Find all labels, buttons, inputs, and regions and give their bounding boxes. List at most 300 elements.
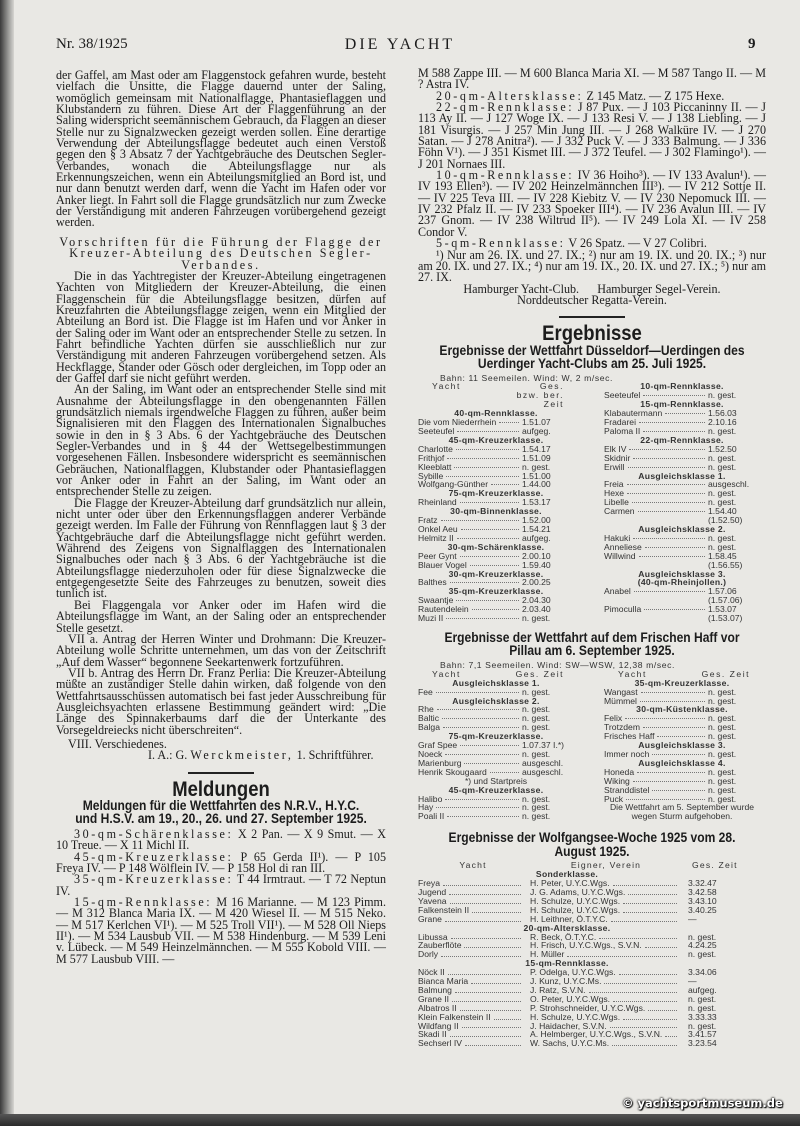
signature-prefix: I. A.: G. — [148, 748, 188, 763]
result-time: ausgeschl. — [708, 479, 750, 490]
clubs-line-1: Hamburger Yacht-Club. Hamburger Segel-Verein. — [463, 281, 721, 296]
entry-text: M 16 Marianne. — M 123 Pimm. — M 312 Blanca Maria IX. — M 420 Wiesel II. — M 515 Neko. — M 517 Kerlchen VI¹). — M 525 Troll VII¹). — M 528 Oll Nieps II¹). — M 534 Lausbub VII. — M 538 Hindenburg. — M 539 Leni v. Lübeck. — M 549 Heinzelmännchen. — M 555 Kobold VIII. — M 577 Lausbub VIII. — — [56, 895, 386, 966]
result-time: 3.34.06 — [688, 967, 717, 978]
result-time: n. gest. — [708, 497, 737, 508]
dot-leader — [633, 781, 705, 782]
class-heading: 35-qm-Kreuzerklasse. — [634, 677, 730, 688]
dot-leader — [589, 984, 677, 993]
yacht-name: Rheinland — [418, 497, 457, 508]
entries-list — [56, 826, 386, 966]
owner-club: P. Strohschneider, U.Y.C.Wgs. — [530, 1002, 646, 1013]
result-time: — — [688, 976, 697, 987]
result-time: n. gest. — [688, 1020, 717, 1031]
entry-text: T 44 Irmtraut. — T 72 Neptun IV. — [56, 872, 386, 898]
paragraph: Die in das Yachtregister der Kreuzer-Abteilung eingetragenen Yachten von Mitgliedern der Kreuzer-Abteilung, die einen Flaggenschein für die Abteilungsflagge besitzen, dürfen auf Kreuzfahrten die Abteilungsflagge zeigen, wenn ein Mitglied der Abteilung an Bord ist. Die Flagge ist im Hafen und vor Anker in der Saling oder im Want oder an entsprechender Stelle zu setzen. In Fahrt befindliche Yachten dürfen sie ausschließlich nur zur Verständigung mit anderen Fahrzeugen vorübergehend setzen. Als Heckflagge, Stander oder Gösch oder dergleichen, im Topp oder an der Gaffel darf sie nicht geführt werden. — [56, 268, 386, 385]
course-info: Bahn: 7,1 Seemeilen. Wind: SW—WSW, 12,38 m/sec. — [440, 659, 676, 670]
yacht-name: Anneliese — [604, 541, 642, 552]
result-time: — — [688, 913, 697, 924]
paragraph: An der Saling, im Want oder an entsprechender Stelle sind mit Ausnahme der Abteilungsflagge in den obengenannten Fällen grundsätzlich niemals irgendwelche Flaggen zu führen, außer beim Signalisieren mit den Flaggen des Internationalen Signalbuches sowie in den in § 3 Abs. 6 der Yachtgebräuche des Deutschen Segler-Verbandes und in § 44 der Wettsegelbestimmungen vorgesehenen Fällen. Insbesondere widerspricht es seemännischen Gebräuchen, Nationalflaggen, Klubstander oder Phantasieflaggen vor Anker oder in Fahrt an der Saling, im Want oder an entsprechender Stelle zu zeigen. — [56, 382, 386, 499]
result-row — [418, 705, 574, 714]
yacht-name: Puck — [604, 793, 624, 804]
class-entry — [56, 849, 386, 875]
owner-club: H. Peter, U.Y.C.Wgs. — [530, 878, 610, 889]
yacht-name: Erwill — [604, 461, 625, 472]
yacht-name: Paloma II — [604, 426, 641, 436]
corrected-time: (1.53.07) — [708, 613, 743, 624]
dot-leader — [645, 939, 677, 948]
result-time: 2.03.40 — [522, 604, 551, 615]
yacht-name: Falkenstein II — [418, 904, 470, 915]
result-time: 1.57.06 — [708, 586, 737, 597]
yacht-name: Libelle — [604, 497, 629, 508]
dot-leader — [645, 547, 705, 548]
yacht-name: Henrik Skougaard — [418, 766, 487, 777]
yacht-name: Fradarei — [604, 417, 636, 428]
class-heading: 75-qm-Kreuzerklasse. — [448, 488, 544, 499]
result-time: ausgeschl. — [522, 757, 564, 768]
result-time: 4.24.25 — [688, 940, 717, 951]
result-time: n. gest. — [522, 613, 551, 624]
ergebnisse-title: Ergebnisse — [542, 322, 642, 346]
dot-leader — [449, 886, 521, 895]
yacht-name: Honeda — [604, 766, 635, 777]
yacht-cell — [418, 915, 524, 924]
dot-leader — [611, 913, 677, 922]
result-time: 1.54.21 — [522, 523, 551, 534]
header-time: Ges. Zeit — [692, 860, 738, 871]
result-time: n. gest. — [708, 452, 737, 463]
yacht-name: Wolfgang-Günther — [418, 479, 489, 490]
yacht-name: Dorly — [418, 949, 439, 960]
result-time: 1.51.09 — [522, 452, 551, 463]
issue-number: Nr. 38/1925 — [56, 36, 128, 52]
yacht-name: Graf Spee — [418, 740, 458, 751]
yacht-name: Baltic — [418, 713, 440, 724]
result-row — [418, 812, 574, 821]
entry-text: Z 145 Matz. — Z 175 Hexe. — [586, 88, 725, 103]
class-entry — [418, 170, 766, 238]
dot-leader — [491, 484, 519, 485]
result-time: n. gest. — [708, 793, 737, 804]
result-time: n. gest. — [522, 793, 551, 804]
dot-leader — [448, 966, 521, 975]
dot-leader — [464, 763, 519, 764]
result-time: n. gest. — [522, 811, 551, 822]
owner-club: H. Schulze, U.Y.C.Wgs. — [530, 1011, 621, 1022]
dot-leader — [460, 556, 519, 557]
yacht-name: Balga — [418, 722, 440, 733]
class-heading: Ausgleichsklasse 4. — [638, 757, 726, 768]
yacht-name: Pimoculla — [604, 604, 642, 615]
result-time: 1.54.17 — [522, 443, 551, 454]
dot-leader — [494, 1011, 521, 1020]
corrected-time: (1.57.06) — [708, 595, 743, 606]
result-time: n. gest. — [708, 532, 737, 543]
result-time: 1.52.00 — [522, 515, 551, 526]
corrected-time: (1.52.50) — [708, 515, 743, 526]
dot-leader — [464, 939, 521, 948]
yacht-name: Helmitz II — [418, 532, 454, 543]
dot-leader — [633, 458, 705, 459]
yacht-name: Poali II — [418, 811, 445, 822]
signature-name: Werckmeister, — [190, 748, 294, 763]
yacht-name: Sechserl IV — [418, 1038, 462, 1049]
yacht-name: Hexe — [604, 488, 625, 499]
owner-club: J. Ratz, S.V.N. — [530, 984, 586, 995]
result-time: n. gest. — [708, 488, 737, 499]
meldungen-subtitle: Meldungen für die Wettfahrten des N.R.V., H.Y.C. und H.S.V. am 19., 20., 26. und 27. September 1925. — [75, 797, 367, 827]
page-binding-edge — [0, 0, 14, 1126]
result-time: 1.44.00 — [522, 479, 551, 490]
class-heading: Ausgleichsklasse 1. — [452, 677, 540, 688]
yacht-name: Peer Gynt — [418, 550, 457, 561]
owner-club: A. Helmberger, U.Y.C.Wgs., S.V.N. — [530, 1029, 663, 1040]
dot-leader — [638, 511, 705, 512]
entry-text: V 26 Spatz. — V 27 Colibri. — [568, 236, 707, 251]
dot-leader — [623, 1011, 677, 1020]
yacht-name: Grane — [418, 913, 442, 924]
owner-club: H. Schulze, U.Y.C.Wgs. — [530, 904, 621, 915]
dot-leader — [457, 538, 519, 539]
yacht-name: Hay — [418, 802, 434, 813]
owner-club: W. Sachs, U.Y.C.Ms. — [530, 1038, 610, 1049]
dot-leader — [471, 975, 521, 984]
yacht-name: Carmen — [604, 506, 635, 517]
result-time: n. gest. — [688, 931, 717, 942]
result-time: n. gest. — [708, 713, 737, 724]
divider — [188, 772, 254, 774]
class-label: 30-qm-Schärenklasse: — [74, 826, 234, 841]
result-time: n. gest. — [522, 802, 551, 813]
result-row — [604, 786, 760, 795]
result-time: n. gest. — [708, 722, 737, 733]
watermark: © yachtsportmuseum.de — [622, 1096, 783, 1110]
dot-leader — [612, 1037, 677, 1046]
result-row — [418, 714, 574, 723]
yacht-name: Noeck — [418, 749, 443, 759]
header-yacht: Yacht — [432, 381, 461, 392]
paragraph: der Gaffel, am Mast oder am Flaggenstock gefahren wurde, besteht vielfach die Unsitte, die Flagge dauernd unter der Saling, womöglich gemeinsam mit Nationalflagge, Phantasieflaggen und Klubstandern zu führen. Diese Art der Flaggenführung an der Saling widerspricht seemännischem Gebrauch, da Flaggen an dieser Stelle nur zu Signalzwecken gezeigt werden sollen. Eine derartige Verwendung der Abteilungsflagge bedeutet auch einen Verstoß gegen den § 3 Absatz 7 der Yachtgebräuche des Deutschen Segler-Verbandes, wonach die Abteilungsflagge nur als Erkennungszeichen, wenn ein Abteilungsmitglied an Bord ist, und nur dann benutzt werden darf, wenn die Yacht im Hafen oder vor Anker liegt. In Fahrt soll die Flagge grundsätzlich nur zum Zwecke der Verständigung mit anderen Fahrzeugen vorübergehend gezeigt werden. — [56, 68, 386, 230]
dot-leader — [613, 877, 677, 886]
yacht-name: Jugend — [418, 886, 447, 897]
yacht-name: Seeteufel — [604, 390, 641, 401]
class-label: 22-qm-Rennklasse: — [436, 100, 575, 115]
dot-leader — [640, 701, 705, 702]
result-time: 3.41.57 — [688, 1029, 717, 1040]
result-time: n. gest. — [708, 695, 737, 706]
result-time: n. gest. — [708, 731, 737, 742]
dot-leader — [455, 984, 521, 993]
class-heading: 45-qm-Kreuzerklasse. — [448, 784, 544, 795]
yacht-name: Trotzdem — [604, 722, 640, 733]
dot-leader — [462, 1020, 521, 1029]
dot-leader — [441, 520, 519, 521]
table-columns — [418, 382, 766, 622]
yacht-name: Rautendelein — [418, 604, 469, 615]
dot-leader — [443, 727, 519, 728]
class-label: 15-qm-Rennklasse: — [74, 895, 213, 910]
result-time: n. gest. — [688, 949, 717, 960]
result-time: ausgeschl. — [522, 766, 564, 777]
dot-leader — [639, 422, 705, 423]
result-time: n. gest. — [708, 686, 737, 697]
result-time: n. gest. — [522, 686, 551, 697]
class-heading: 30-qm-Küstenklasse. — [636, 704, 728, 715]
entry-text: P 65 Gerda II¹). — P 105 Freya IV. — P 148 Wölflein IV. — P 158 Hol di ran III. — [56, 849, 386, 875]
dot-leader — [641, 692, 705, 693]
dot-leader — [472, 904, 521, 913]
entry-text: IV 36 Hoiho³). — IV 133 Avalun¹). — IV 193 Ellen³). — IV 202 Heinzelmännchen III³). — IV 212 Sottje II. — IV 225 Teva III. — IV 228 Kiebitz V. — IV 230 Nepomuck III. — IV 232 Pfalz II. — IV 233 Spoeker III⁴). — IV 236 Avalun III. — IV 237 Gnom. — IV 238 Wiltrud II⁵). — IV 249 Lola XI. — IV 258 Condor V. — [418, 168, 766, 239]
header-owner: Eigner, Verein — [570, 860, 642, 871]
entry-text: J 87 Pux. — J 103 Piccaninny II. — J 113 Ay II. — J 127 Woge IX. — J 133 Resi V. — J 138 Liebling. — J 181 Visurgis. — J 257 Min Jung III. — J 268 Walküre IV. — J 270 Satan. — J 278 Anitra²). — J 332 Puck V. — J 333 Balmung. — J 336 Föhn V¹). — J 351 Kismet III. — J 372 Teufel. — J 302 Flamingo¹). — J 201 Nornaes III. — [418, 100, 766, 171]
header-yacht: Yacht — [432, 668, 461, 679]
class-heading: 30-qm-Binnenklasse. — [450, 506, 542, 517]
dot-leader — [629, 449, 705, 450]
result-time: 1.52.50 — [708, 443, 737, 454]
dot-leader — [610, 1020, 677, 1029]
result-time: 3.33.33 — [688, 1011, 717, 1022]
result-row — [418, 795, 574, 804]
clubs-line-2: Norddeutscher Regatta-Verein. — [517, 292, 667, 307]
yacht-name: Skadi II — [418, 1029, 447, 1040]
yacht-name: Swaantje — [418, 595, 454, 606]
dot-leader — [604, 975, 677, 984]
page-number: 9 — [748, 36, 756, 52]
class-heading: 40-qm-Rennklasse. — [454, 408, 538, 419]
yacht-name: Immer noch — [604, 749, 650, 759]
results-table-wolfgangsee — [418, 861, 766, 1048]
result-time: 1.53.07 — [708, 604, 737, 615]
class-heading: Sonderklasse. — [535, 869, 599, 880]
yacht-name: Onkel Aeu — [418, 523, 458, 534]
class-heading: 22-qm-Rennklasse. — [640, 434, 724, 445]
yacht-name: Skidnir — [604, 452, 631, 463]
note: *) und Startpreis — [464, 775, 528, 786]
result-time: 3.43.10 — [688, 895, 717, 906]
yacht-name: Willwind — [604, 550, 636, 561]
yacht-name: Albatros II — [418, 1002, 457, 1013]
result-time: 1.58.45 — [708, 550, 737, 561]
dot-leader — [567, 948, 677, 957]
header-yacht: Yacht — [618, 668, 647, 679]
owner-club: H. Schulze, U.Y.C.Wgs. — [530, 895, 621, 906]
dot-leader — [644, 609, 705, 610]
class-heading: Ausgleichsklasse 1. — [638, 470, 726, 481]
result-time: n. gest. — [708, 541, 737, 552]
dot-leader — [665, 1028, 677, 1037]
owner-club: O. Peter, U.Y.C.Wgs. — [530, 993, 611, 1004]
class-entry — [56, 897, 386, 965]
result-time: 1.51.07 — [522, 417, 551, 428]
class-subheading: (40-qm-Rheinjollen.) — [637, 577, 727, 588]
column-header — [418, 382, 574, 409]
result-time: n. gest. — [708, 775, 737, 786]
result-time: n. gest. — [708, 426, 737, 436]
yacht-name: Anabel — [604, 586, 631, 597]
yacht-name: Charlotte — [418, 443, 453, 454]
result-time: n. gest. — [708, 784, 737, 795]
result-time: n. gest. — [708, 766, 737, 777]
paragraph: VII b. Antrag des Herrn Dr. Franz Perlia: Die Kreuzer-Abteilung müßte an zuständiger Stelle dahin wirken, daß folgende von den Wettfahrtsausschüssen automatisch bei fast jeder Ausschreibung für Ausgleichsyachten erlassene Bestimmung geändert wird: „Die Länge des Spinnakerbaums darf die der Unterkante des Vorsegeldreiecks nicht überschreiten“. — [56, 665, 386, 737]
dot-leader — [437, 709, 519, 710]
dot-leader — [461, 529, 519, 530]
class-heading: 15-qm-Rennklasse. — [640, 399, 724, 410]
dot-leader — [665, 413, 705, 414]
entry-text: X 2 Pan. — X 9 Smut. — X 10 Treue. — X 11 Michl II. — [56, 826, 386, 853]
result-time: n. gest. — [688, 1002, 717, 1013]
result-title: Ergebnisse der Wolfgangsee-Woche 1925 vom 28. August 1925. — [448, 830, 736, 859]
table-column — [418, 670, 574, 821]
left-column — [56, 70, 386, 965]
paragraph: Die Flagge der Kreuzer-Abteilung darf grundsätzlich nur allein, nicht unter oder über den Erkennungsflaggen anderer Verbände gezeigt werden. Im Falle der Führung von Rennflaggen laut § 3 der Yachtgebräuche darf die Abteilungsflagge nicht geführt werden. Während des Zeigens von Signalflaggen des Internationalen Signalbuches oder nach § 3 Abs. 6 der Yachtgebräuche ist die Abteilungsflagge niederzuholen oder für diese Signalzwecke die entgegengesetzte Seite des Fahrzeuges zu benutzen, soweit dies tunlich ist. — [56, 495, 386, 601]
paragraph: VII a. Antrag der Herren Winter und Drohmann: Die Kreuzer-Abteilung wolle Schritte unternehmen, um das von der Zeitschrift „Auf dem Wasser“ begonnene Seekartenwerk fortzuführen. — [56, 631, 386, 669]
yacht-name: Bianca Maria — [418, 976, 469, 987]
class-heading: 35-qm-Kreuzerklasse. — [448, 586, 544, 597]
course-info: Bahn: 11 Seemeilen. Wind: W, 2 m/sec. — [440, 372, 613, 383]
yacht-cell — [418, 1039, 524, 1048]
yacht-name: Wildfang II — [418, 1020, 459, 1031]
owner-club: J. Haidacher, S.V.N. — [530, 1020, 607, 1031]
owner-club: J. G. Adams, U.Y.C.Wgs. — [530, 886, 626, 897]
result-row — [418, 614, 574, 623]
table-column — [604, 670, 760, 821]
yacht-name: Rhe — [418, 704, 434, 715]
header-yacht: Yacht — [459, 860, 487, 871]
yacht-name: Klabautermann — [604, 408, 663, 419]
dot-leader — [652, 790, 705, 791]
results-table-duesseldorf — [418, 374, 766, 623]
dot-leader — [499, 422, 519, 423]
result-time: 1.56.03 — [708, 408, 737, 419]
yacht-name: Wiking — [604, 775, 630, 786]
yacht-name: Sybille — [418, 470, 444, 481]
dot-leader — [490, 772, 519, 773]
result-row — [604, 480, 760, 489]
result-time: n. gest. — [708, 390, 737, 401]
dot-leader — [445, 754, 519, 755]
result-row — [418, 1039, 766, 1048]
yacht-name: Fee — [418, 686, 433, 697]
class-label: 10-qm-Rennklasse: — [436, 168, 575, 183]
dot-leader — [451, 931, 521, 940]
dot-leader — [625, 718, 705, 719]
yacht-name: Blauer Vogel — [418, 559, 467, 570]
scan-edge — [0, 1114, 800, 1126]
dot-leader — [457, 431, 519, 432]
header-time: Ges. Zeit — [515, 668, 564, 679]
yacht-name: Balmung — [418, 984, 452, 995]
dot-leader — [643, 727, 705, 728]
yacht-name: Seeteufel — [418, 426, 455, 436]
dot-leader — [442, 718, 519, 719]
dot-leader — [627, 484, 705, 485]
result-title: Ergebnisse der Wettfahrt Düsseldorf—Uerdingen des Uerdinger Yacht-Clubs am 25. Juli 1925. — [439, 342, 745, 372]
result-time: aufgeg. — [522, 532, 551, 543]
dot-leader — [599, 931, 677, 940]
journal-title: DIE YACHT — [344, 36, 456, 53]
result-time: 1.53.17 — [522, 497, 551, 508]
class-heading: Ausgleichsklasse 3. — [638, 568, 726, 579]
yacht-name: Yavena — [418, 895, 447, 906]
yacht-name: Zauberflöte — [418, 940, 462, 951]
dot-leader — [628, 467, 705, 468]
result-time: 2.10.16 — [708, 417, 737, 428]
dot-leader — [627, 493, 705, 494]
table-columns — [418, 670, 766, 821]
class-heading: 30-qm-Schärenklasse. — [447, 541, 545, 552]
result-time: aufgeg. — [688, 984, 717, 995]
class-heading: 20-qm-Altersklasse. — [523, 922, 611, 933]
header-time: Ges. Zeit — [701, 668, 750, 679]
signature — [56, 750, 386, 761]
paragraph: VIII. Verschiedenes. — [68, 736, 167, 751]
dot-leader — [472, 609, 519, 610]
dot-leader — [450, 582, 519, 583]
owner-club: H. Müller — [530, 949, 565, 960]
dot-leader — [632, 502, 705, 503]
result-time: n. gest. — [522, 713, 551, 724]
result-time: n. gest. — [522, 704, 551, 715]
result-time: n. gest. — [708, 749, 737, 759]
result-time: n. gest. — [522, 749, 551, 759]
entries-list — [418, 88, 766, 251]
dot-leader — [447, 458, 519, 459]
yacht-name: Muzi II — [418, 613, 444, 624]
class-heading: 10-qm-Rennklasse. — [640, 381, 724, 392]
result-row — [604, 454, 760, 463]
class-heading: Ausgleichsklasse 2. — [452, 695, 540, 706]
dot-leader — [450, 895, 521, 904]
meldungen-title: Meldungen — [172, 777, 270, 801]
class-heading: Ausgleichsklasse 3. — [638, 740, 726, 751]
dot-leader — [470, 565, 519, 566]
dot-leader — [657, 736, 705, 737]
owner-club: H. Frisch, U.Y.C.Wgs., S.V.N. — [530, 940, 642, 951]
yacht-name: Halibo — [418, 793, 443, 804]
header-time: Ges. bzw. ber. Zeit — [516, 381, 564, 410]
dot-leader — [619, 966, 677, 975]
result-time: n. gest. — [522, 722, 551, 733]
yacht-name: Wangast — [604, 686, 638, 697]
class-heading: 30-qm-Kreuzerklasse. — [448, 568, 544, 579]
corrected-time: (1.56.55) — [708, 559, 743, 570]
dot-leader — [465, 1037, 521, 1046]
owner-cell — [530, 1039, 680, 1048]
class-heading: Ausgleichsklasse 2. — [638, 523, 726, 534]
class-heading: 75-qm-Kreuzerklasse. — [448, 731, 544, 742]
dot-leader — [446, 618, 519, 619]
yacht-name: Mümmel — [604, 695, 637, 706]
signature-role: 1. Schriftführer. — [296, 748, 374, 763]
dot-leader — [628, 886, 677, 895]
result-time: 2.00.25 — [522, 577, 551, 588]
dot-leader — [443, 877, 521, 886]
dot-leader — [456, 449, 519, 450]
yacht-name: Die vom Niederrhein — [418, 417, 497, 428]
dot-leader — [436, 692, 519, 693]
paragraph: Bei Flaggengala vor Anker oder im Hafen wird die Abteilungsflagge im Want, an der Saling oder an entsprechender Stelle gesetzt. — [56, 597, 386, 635]
results-table-pillau — [418, 661, 766, 821]
result-title: Ergebnisse der Wettfahrt auf dem Frischen Haff vor Pillau am 6. September 1925. — [444, 629, 740, 659]
result-time: 1.59.40 — [522, 559, 551, 570]
result-time: 2.04.30 — [522, 595, 551, 606]
yacht-name: Balthes — [418, 577, 447, 588]
dot-leader — [460, 1002, 521, 1011]
table-column — [418, 382, 574, 622]
right-column — [418, 68, 766, 1048]
yacht-name: Frisches Haff — [604, 731, 655, 742]
dot-leader — [446, 476, 519, 477]
